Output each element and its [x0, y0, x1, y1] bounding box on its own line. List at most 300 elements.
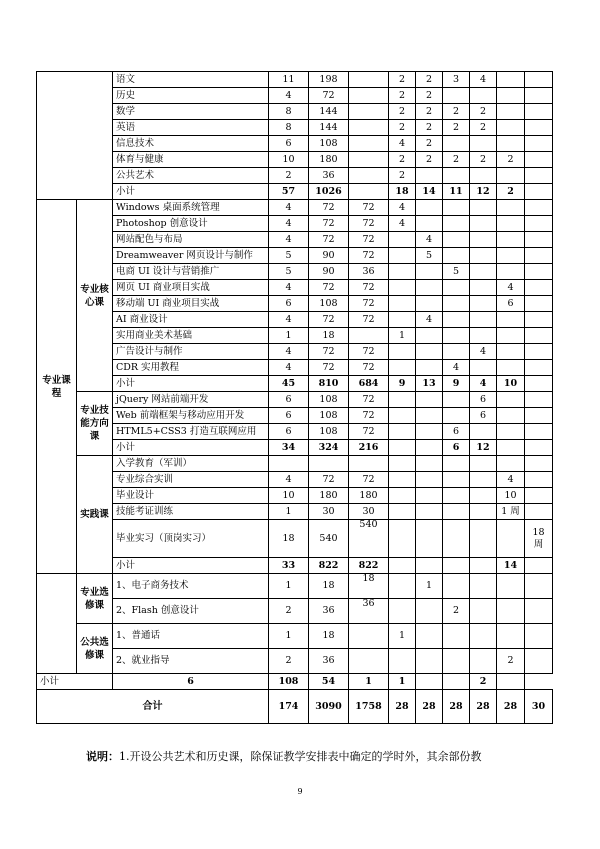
value-cell [470, 232, 497, 248]
value-cell: 6 [443, 424, 470, 440]
value-cell: 30 [309, 504, 349, 520]
value-cell [416, 360, 443, 376]
value-cell [389, 520, 416, 558]
value-cell: 6 [443, 440, 470, 456]
value-cell: 144 [309, 120, 349, 136]
value-cell [443, 472, 470, 488]
value-cell: 18 [309, 574, 349, 599]
value-cell: 2 [389, 88, 416, 104]
pub-elective-label: 公共选修课 [77, 624, 113, 674]
value-cell [349, 649, 389, 674]
value-cell: 5 [269, 264, 309, 280]
course-name: 历史 [113, 88, 269, 104]
value-cell: 108 [309, 424, 349, 440]
value-cell: 2 [389, 104, 416, 120]
value-cell: 2 [416, 152, 443, 168]
value-cell [443, 392, 470, 408]
value-cell: 6 [269, 136, 309, 152]
value-cell [525, 472, 553, 488]
value-cell [389, 440, 416, 456]
course-name: 小计 [113, 558, 269, 574]
value-cell: 4 [497, 472, 525, 488]
value-cell [525, 504, 553, 520]
value-cell: 4 [470, 72, 497, 88]
value-cell: 2 [497, 649, 525, 674]
value-cell [525, 328, 553, 344]
value-cell: 4 [269, 232, 309, 248]
value-cell [389, 296, 416, 312]
table-row [37, 200, 553, 216]
value-cell [309, 456, 349, 472]
value-cell [497, 88, 525, 104]
value-cell: 10 [269, 488, 309, 504]
value-cell [443, 136, 470, 152]
value-cell [497, 248, 525, 264]
value-cell: 684 [349, 376, 389, 392]
value-cell: 108 [309, 136, 349, 152]
value-cell [416, 488, 443, 504]
course-name: 技能考证训练 [113, 504, 269, 520]
value-cell: 10 [269, 152, 309, 168]
value-cell: 2 [416, 72, 443, 88]
value-cell: 6 [269, 424, 309, 440]
course-name: 小计 [113, 184, 269, 200]
value-cell [389, 488, 416, 504]
value-cell [525, 376, 553, 392]
value-cell [470, 296, 497, 312]
value-cell: 198 [309, 72, 349, 88]
value-cell: 36 [349, 599, 389, 624]
value-cell [470, 488, 497, 504]
elective-group-cell [37, 574, 77, 674]
value-cell [525, 558, 553, 574]
value-cell: 2 [470, 152, 497, 168]
value-cell [470, 328, 497, 344]
value-cell [525, 408, 553, 424]
value-cell [416, 264, 443, 280]
value-cell: 4 [269, 280, 309, 296]
value-cell: 1 [269, 328, 309, 344]
course-name: Dreamweaver 网页设计与制作 [113, 248, 269, 264]
value-cell [525, 72, 553, 88]
value-cell: 2 [269, 649, 309, 674]
major-courses-label: 专业课程 [37, 200, 77, 574]
value-cell: 6 [269, 296, 309, 312]
value-cell: 5 [269, 248, 309, 264]
value-cell [416, 649, 443, 674]
value-cell: 4 [389, 200, 416, 216]
value-cell [497, 520, 525, 558]
value-cell: 6 [269, 392, 309, 408]
value-cell: 6 [113, 674, 269, 690]
value-cell: 72 [309, 200, 349, 216]
value-cell: 72 [349, 344, 389, 360]
value-cell [497, 344, 525, 360]
value-cell [443, 296, 470, 312]
value-cell: 45 [269, 376, 309, 392]
value-cell: 4 [470, 376, 497, 392]
value-cell [443, 674, 470, 690]
value-cell: 4 [269, 88, 309, 104]
value-cell: 108 [309, 392, 349, 408]
value-cell: 12 [470, 440, 497, 456]
core-courses-label: 专业核心课 [77, 200, 113, 392]
value-cell: 13 [416, 376, 443, 392]
value-cell [389, 344, 416, 360]
value-cell [389, 456, 416, 472]
value-cell: 1 [389, 624, 416, 649]
value-cell: 2 [470, 674, 497, 690]
value-cell: 72 [349, 216, 389, 232]
value-cell: 1 [389, 328, 416, 344]
value-cell: 1 [269, 574, 309, 599]
value-cell [443, 232, 470, 248]
value-cell: 822 [349, 558, 389, 574]
value-cell: 2 [389, 72, 416, 88]
subtotal-row [37, 440, 553, 456]
table-row [37, 504, 553, 520]
value-cell: 4 [443, 360, 470, 376]
table-row [37, 599, 553, 624]
value-cell: 2 [389, 120, 416, 136]
course-name: Photoshop 创意设计 [113, 216, 269, 232]
value-cell [470, 312, 497, 328]
value-cell [349, 72, 389, 88]
total-label: 合计 [37, 690, 269, 724]
value-cell: 57 [269, 184, 309, 200]
value-cell [470, 424, 497, 440]
note-label: 说明： [86, 750, 119, 763]
value-cell: 108 [269, 674, 309, 690]
value-cell [443, 649, 470, 674]
table-row [37, 280, 553, 296]
value-cell [470, 504, 497, 520]
value-cell: 2 [497, 152, 525, 168]
value-cell [525, 440, 553, 456]
value-cell [416, 408, 443, 424]
value-cell: 10 [497, 488, 525, 504]
value-cell [525, 488, 553, 504]
value-cell [525, 168, 553, 184]
table-row [37, 456, 553, 472]
total-row [37, 690, 553, 724]
value-cell [416, 328, 443, 344]
value-cell: 144 [309, 104, 349, 120]
value-cell: 33 [269, 558, 309, 574]
value-cell [525, 280, 553, 296]
course-name: 专业综合实训 [113, 472, 269, 488]
value-cell [525, 264, 553, 280]
value-cell [497, 599, 525, 624]
value-cell: 2 [443, 120, 470, 136]
course-name: 体育与健康 [113, 152, 269, 168]
value-cell: 2 [416, 136, 443, 152]
value-cell [525, 599, 553, 624]
value-cell [470, 472, 497, 488]
value-cell [525, 184, 553, 200]
value-cell: 6 [470, 408, 497, 424]
value-cell: 180 [349, 488, 389, 504]
value-cell: 72 [349, 408, 389, 424]
value-cell [470, 520, 497, 558]
value-cell: 4 [269, 344, 309, 360]
value-cell [349, 168, 389, 184]
value-cell [443, 624, 470, 649]
value-cell: 14 [497, 558, 525, 574]
value-cell: 72 [349, 200, 389, 216]
value-cell [389, 248, 416, 264]
value-cell [525, 200, 553, 216]
value-cell: 9 [389, 376, 416, 392]
value-cell [443, 248, 470, 264]
value-cell: 36 [309, 168, 349, 184]
value-cell [470, 280, 497, 296]
course-name: 入学教育（军训） [113, 456, 269, 472]
value-cell [349, 624, 389, 649]
value-cell [525, 248, 553, 264]
value-cell [525, 456, 553, 472]
value-cell [389, 280, 416, 296]
table-row [37, 649, 553, 674]
value-cell: 18 [309, 624, 349, 649]
subtotal-row [37, 558, 553, 574]
value-cell: 72 [349, 360, 389, 376]
value-cell [525, 120, 553, 136]
value-cell [443, 312, 470, 328]
course-name: 毕业实习（顶岗实习） [113, 520, 269, 558]
value-cell: 1 [389, 674, 416, 690]
value-cell [416, 296, 443, 312]
value-cell [443, 574, 470, 599]
table-row [37, 136, 553, 152]
value-cell [525, 392, 553, 408]
value-cell [349, 88, 389, 104]
value-cell: 4 [389, 136, 416, 152]
value-cell: 8 [269, 120, 309, 136]
value-cell: 12 [470, 184, 497, 200]
value-cell [443, 488, 470, 504]
table-row [37, 624, 553, 649]
value-cell [416, 440, 443, 456]
table-row [37, 328, 553, 344]
value-cell: 6 [497, 296, 525, 312]
value-cell: 54 [309, 674, 349, 690]
value-cell: 1 周 [497, 504, 525, 520]
value-cell: 18 [269, 520, 309, 558]
course-name: 1、普通话 [113, 624, 269, 649]
value-cell [470, 558, 497, 574]
value-cell [525, 344, 553, 360]
value-cell: 28 [470, 690, 497, 724]
value-cell: 1026 [309, 184, 349, 200]
value-cell [525, 649, 553, 674]
value-cell [349, 120, 389, 136]
value-cell: 30 [349, 504, 389, 520]
value-cell [525, 104, 553, 120]
course-name: 小计 [37, 674, 113, 690]
table-row [37, 248, 553, 264]
value-cell: 4 [269, 360, 309, 376]
value-cell [443, 344, 470, 360]
note-paragraph [86, 748, 586, 764]
table-row [37, 424, 553, 440]
value-cell [497, 312, 525, 328]
value-cell: 72 [309, 216, 349, 232]
table-row [37, 344, 553, 360]
value-cell [389, 599, 416, 624]
value-cell: 18 [309, 328, 349, 344]
value-cell [470, 200, 497, 216]
value-cell: 2 [443, 599, 470, 624]
subtotal-row [37, 184, 553, 200]
value-cell [525, 574, 553, 599]
course-name: 网页 UI 商业项目实战 [113, 280, 269, 296]
value-cell [416, 392, 443, 408]
table-row [37, 488, 553, 504]
value-cell [497, 232, 525, 248]
value-cell [470, 168, 497, 184]
table-row [37, 72, 553, 88]
value-cell [416, 520, 443, 558]
general-group-cell [37, 72, 113, 200]
value-cell [389, 558, 416, 574]
value-cell [389, 312, 416, 328]
value-cell: 540 [309, 520, 349, 558]
value-cell [443, 216, 470, 232]
value-cell: 2 [269, 168, 309, 184]
value-cell: 2 [497, 184, 525, 200]
value-cell: 4 [416, 232, 443, 248]
value-cell [497, 328, 525, 344]
course-name: HTML5+CSS3 打造互联网应用 [113, 424, 269, 440]
table-row [37, 88, 553, 104]
course-name: 毕业设计 [113, 488, 269, 504]
value-cell [525, 136, 553, 152]
value-cell: 4 [269, 200, 309, 216]
page-number: 9 [297, 787, 303, 796]
value-cell: 72 [349, 312, 389, 328]
value-cell [497, 440, 525, 456]
table-row [37, 408, 553, 424]
course-name: AI 商业设计 [113, 312, 269, 328]
value-cell [497, 360, 525, 376]
value-cell: 4 [269, 312, 309, 328]
value-cell [470, 264, 497, 280]
value-cell [497, 136, 525, 152]
value-cell [389, 504, 416, 520]
value-cell: 72 [309, 312, 349, 328]
value-cell [443, 88, 470, 104]
value-cell [525, 624, 553, 649]
value-cell [416, 456, 443, 472]
course-name: 语文 [113, 72, 269, 88]
value-cell: 5 [416, 248, 443, 264]
value-cell: 6 [269, 408, 309, 424]
value-cell [497, 392, 525, 408]
value-cell: 72 [349, 392, 389, 408]
value-cell [497, 424, 525, 440]
value-cell [525, 360, 553, 376]
value-cell [443, 328, 470, 344]
value-cell: 18 [349, 574, 389, 599]
value-cell [389, 392, 416, 408]
value-cell: 2 [416, 120, 443, 136]
table-row [37, 104, 553, 120]
course-name: 小计 [113, 440, 269, 456]
value-cell [443, 168, 470, 184]
value-cell [416, 168, 443, 184]
value-cell [497, 104, 525, 120]
value-cell: 72 [309, 232, 349, 248]
value-cell [443, 520, 470, 558]
value-cell: 822 [309, 558, 349, 574]
value-cell [470, 88, 497, 104]
value-cell [497, 264, 525, 280]
value-cell [470, 136, 497, 152]
value-cell: 72 [349, 296, 389, 312]
value-cell [497, 72, 525, 88]
value-cell [497, 408, 525, 424]
table-row [37, 232, 553, 248]
value-cell [525, 152, 553, 168]
value-cell: 2 [389, 152, 416, 168]
value-cell: 2 [416, 104, 443, 120]
value-cell [497, 216, 525, 232]
value-cell: 36 [349, 264, 389, 280]
value-cell: 2 [470, 120, 497, 136]
value-cell: 18 [389, 184, 416, 200]
value-cell: 14 [416, 184, 443, 200]
value-cell [349, 328, 389, 344]
value-cell [389, 472, 416, 488]
value-cell: 90 [309, 264, 349, 280]
value-cell [416, 674, 443, 690]
value-cell: 28 [416, 690, 443, 724]
course-name: 英语 [113, 120, 269, 136]
value-cell [497, 674, 525, 690]
value-cell: 72 [349, 472, 389, 488]
table-row [37, 152, 553, 168]
value-cell [416, 504, 443, 520]
value-cell [389, 424, 416, 440]
value-cell [470, 248, 497, 264]
value-cell: 28 [497, 690, 525, 724]
value-cell [470, 360, 497, 376]
course-name: jQuery 网站前端开发 [113, 392, 269, 408]
value-cell [470, 456, 497, 472]
value-cell: 108 [309, 296, 349, 312]
value-cell: 3 [443, 72, 470, 88]
table-row [37, 216, 553, 232]
value-cell: 30 [525, 690, 553, 724]
course-name: 数学 [113, 104, 269, 120]
value-cell [470, 624, 497, 649]
value-cell: 4 [269, 216, 309, 232]
direction-courses-label: 专业技能方向课 [77, 392, 113, 456]
value-cell [525, 424, 553, 440]
value-cell: 36 [309, 649, 349, 674]
table-row [37, 360, 553, 376]
value-cell [470, 216, 497, 232]
table-row [37, 392, 553, 408]
value-cell [443, 456, 470, 472]
value-cell: 2 [470, 104, 497, 120]
teaching-plan-table [36, 71, 553, 724]
value-cell: 2 [389, 168, 416, 184]
value-cell: 4 [269, 472, 309, 488]
value-cell [497, 574, 525, 599]
value-cell [470, 574, 497, 599]
